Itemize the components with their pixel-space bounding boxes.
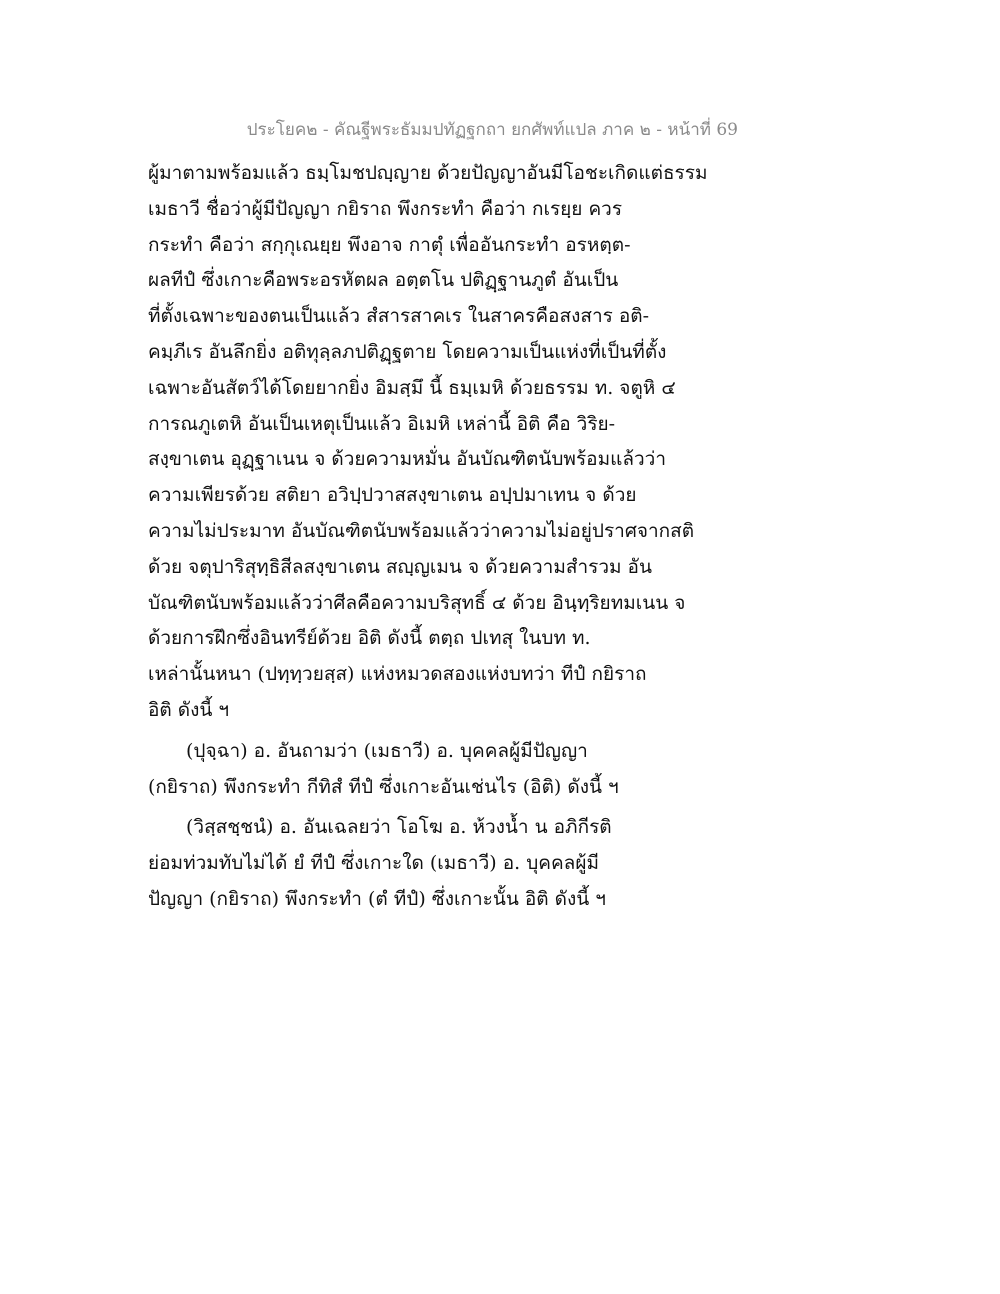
text-line: ปัญญา (กยิราถ) พึงกระทำ (ตํ ทีปํ) ซึ่งเกาะนั้น อิติ ดังนี้ ฯ	[148, 887, 606, 910]
text-line: (กยิราถ) พึงกระทำ กีทิสํ ทีปํ ซึ่งเกาะอันเช่นไร (อิติ) ดังนี้ ฯ	[148, 775, 619, 798]
body-text	[148, 156, 708, 918]
text-line: ด้วยการฝึกซึ่งอินทรีย์ด้วย อิติ ดังนี้ ตตฺถ ปเทสุ ในบท ท.	[148, 627, 591, 650]
text-line: เฉพาะอันสัตว์ได้โดยยากยิ่ง อิมสฺมึ นี้ ธมฺเมหิ ด้วยธรรม ท. จตูหิ ๔	[148, 376, 676, 399]
text-line: ผู้มาตามพร้อมแล้ว ธมฺโมชปญฺญาย ด้วยปัญญาอันมีโอชะเกิดแต่ธรรม	[148, 162, 708, 184]
text-line: บัณฑิตนับพร้อมแล้วว่าศีลคือความบริสุทธิ์ ๔ ด้วย อินฺทฺริยทมเนน จ	[148, 591, 686, 614]
text-line: ที่ตั้งเฉพาะของตนเป็นแล้ว สํสารสาคเร ในสาครคือสงสาร อติ-	[148, 305, 650, 328]
running-header: ประโยค๒ - คัณฐีพระธัมมปทัฏฐกถา ยกศัพท์แปล ภาค ๒ - หน้าที่ 69	[246, 120, 738, 140]
text-line: ความเพียรด้วย สติยา อวิปฺปวาสสงฺขาเตน อปฺปมาเทน จ ด้วย	[148, 484, 637, 507]
text-line: กระทำ คือว่า สกฺกุเณยฺย พึงอาจ กาตุํ เพื่ออันกระทำ อรหตฺต-	[148, 233, 631, 256]
text-line: การณภูเตหิ อันเป็นเหตุเป็นแล้ว อิเมหิ เหล่านี้ อิติ คือ วิริย-	[148, 412, 616, 435]
text-line: เหล่านั้นหนา (ปทฺทฺวยสฺส) แห่งหมวดสองแห่งบทว่า ทีปํ กยิราถ	[148, 663, 647, 686]
text-line: ย่อมท่วมทับไม่ได้ ยํ ทีปํ ซึ่งเกาะใด (เมธาวี) อ. บุคคลผู้มี	[148, 852, 599, 875]
text-line: ความไม่ประมาท อันบัณฑิตนับพร้อมแล้วว่าความไม่อยู่ปราศจากสติ	[148, 519, 695, 542]
text-line: คมฺภีเร อันลึกยิ่ง อติทุลฺลภปติฏฺฐตาย โดยความเป็นแห่งที่เป็นที่ตั้ง	[148, 340, 667, 363]
text-line: สงฺขาเตน อุฏฺฐาเนน จ ด้วยความหมั่น อันบัณฑิตนับพร้อมแล้วว่า	[148, 448, 666, 471]
paragraph-first-line: (ปุจฺฉา) อ. อันถามว่า (เมธาวี) อ. บุคคลผู้มีปัญญา	[186, 739, 588, 762]
paragraph-first-line: (วิสฺสชฺชนํ) อ. อันเฉลยว่า โอโฆ อ. ห้วงน้ำ น อภิกีรติ	[186, 816, 612, 839]
text-line: ผลทีปํ ซึ่งเกาะคือพระอรหัตผล อตฺตโน ปติฏฺฐานภูตํ อันเป็น	[148, 269, 619, 292]
text-line: เมธาวี ชื่อว่าผู้มีปัญญา กยิราถ พึงกระทำ คือว่า กเรยฺย ควร	[148, 197, 623, 220]
text-line: อิติ ดังนี้ ฯ	[148, 698, 230, 721]
text-line: ด้วย จตุปาริสุทฺธิสีลสงฺขาเตน สญฺญเมน จ ด้วยความสำรวม อัน	[148, 555, 652, 578]
